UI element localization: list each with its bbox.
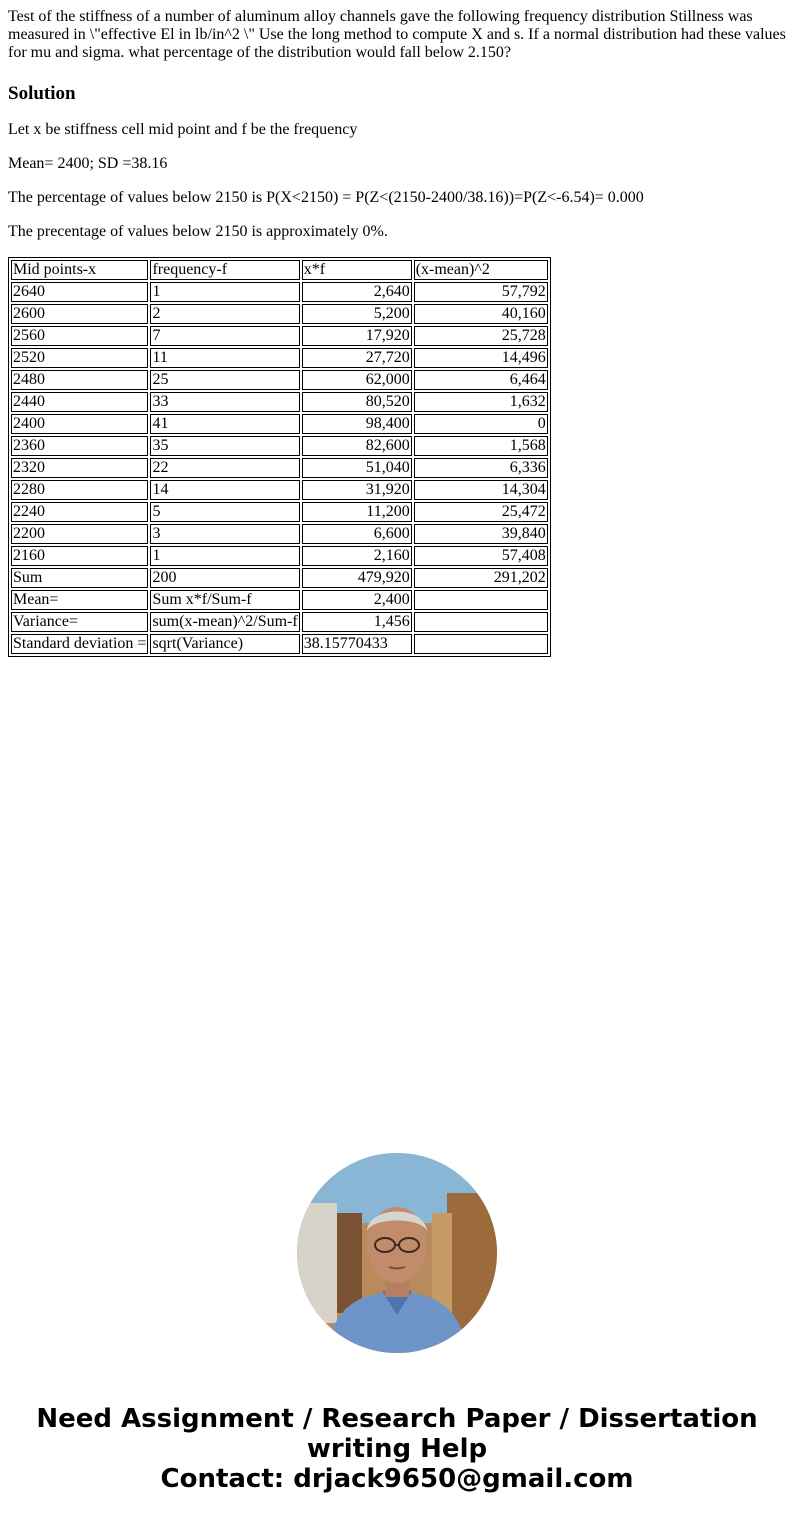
table-mean-row: [11, 590, 548, 610]
solution-paragraph: Let x be stiffness cell mid point and f be the frequency: [8, 121, 358, 138]
table-cell: x*f: [302, 260, 412, 280]
table-cell: 2200: [11, 524, 148, 544]
promo-line: writing Help: [306, 1434, 488, 1464]
table-row: [11, 436, 548, 456]
table-cell: 62,000: [302, 370, 412, 390]
table-cell: 291,202: [414, 568, 548, 588]
table-row: [11, 414, 548, 434]
table-cell: 2640: [11, 282, 148, 302]
table-cell: 1,568: [414, 436, 548, 456]
table-header-row: [11, 260, 548, 280]
table-cell: 2,160: [302, 546, 412, 566]
table-cell: 2400: [11, 414, 148, 434]
table-cell: Sum: [11, 568, 148, 588]
table-cell: 80,520: [302, 392, 412, 412]
table-cell: 17,920: [302, 326, 412, 346]
solution-paragraph: The percentage of values below 2150 is P(X<2150) = P(Z<(2150-2400/38.16))=P(Z<-6.54)= 0.000: [8, 189, 644, 206]
table-cell: 11,200: [302, 502, 412, 522]
table-cell: 57,792: [414, 282, 548, 302]
table-cell: Standard deviation =: [13, 635, 147, 652]
table-cell: 98,400: [302, 414, 412, 434]
table-cell: 6,336: [414, 458, 548, 478]
promo-banner: [0, 1404, 794, 1494]
table-cell: 6,464: [414, 370, 548, 390]
table-cell: 25,472: [414, 502, 548, 522]
table-cell: 57,408: [414, 546, 548, 566]
table-cell: 2240: [11, 502, 148, 522]
table-cell: 2440: [11, 392, 148, 412]
table-row: [11, 458, 548, 478]
table-cell: 5,200: [302, 304, 412, 324]
table-cell: 82,600: [302, 436, 412, 456]
table-row: [11, 304, 548, 324]
table-cell: 479,920: [302, 568, 412, 588]
promo-contact: Contact: drjack9650@gmail.com: [160, 1464, 634, 1494]
table-cell: [414, 634, 548, 654]
table-cell: 2280: [11, 480, 148, 500]
table-cell: 1,632: [414, 392, 548, 412]
document-body: [8, 8, 786, 657]
table-row: [11, 546, 548, 566]
calculation-table: [8, 257, 551, 657]
table-cell: 2520: [11, 348, 148, 368]
table-row: [11, 370, 548, 390]
table-cell: 31,920: [302, 480, 412, 500]
avatar-photo: [297, 1153, 497, 1353]
table-sd-row: [11, 634, 548, 654]
table-cell: Variance=: [11, 612, 148, 632]
table-row: [11, 348, 548, 368]
table-cell: Mean=: [11, 590, 148, 610]
table-cell: 1: [150, 282, 299, 302]
table-cell: 3: [150, 524, 299, 544]
table-cell: Mid points-x: [11, 260, 148, 280]
table-cell: 14,496: [414, 348, 548, 368]
table-cell: 2600: [11, 304, 148, 324]
table-cell: 1,456: [302, 612, 412, 632]
table-cell: 39,840: [414, 524, 548, 544]
table-cell: 33: [150, 392, 299, 412]
table-cell: 5: [150, 502, 299, 522]
table-cell: 2,640: [302, 282, 412, 302]
table-cell: [414, 590, 548, 610]
table-cell: Sum x*f/Sum-f: [150, 590, 299, 610]
table-cell: 2160: [11, 546, 148, 566]
table-cell: 11: [150, 348, 299, 368]
table-cell: 0: [414, 414, 548, 434]
table-row: [11, 282, 548, 302]
author-avatar: [297, 1153, 497, 1353]
table-row: [11, 392, 548, 412]
table-cell: 27,720: [302, 348, 412, 368]
table-variance-row: [11, 612, 548, 632]
solution-paragraph: The precentage of values below 2150 is approximately 0%.: [8, 223, 388, 240]
table-cell: [414, 612, 548, 632]
table-cell: 25,728: [414, 326, 548, 346]
table-cell: 40,160: [414, 304, 548, 324]
table-cell: 2320: [11, 458, 148, 478]
table-cell: 1: [150, 546, 299, 566]
solution-heading: Solution: [8, 83, 76, 104]
table-row: [11, 326, 548, 346]
solution-paragraph: Mean= 2400; SD =38.16: [8, 155, 168, 172]
table-sum-row: [11, 568, 548, 588]
table-cell: 14,304: [414, 480, 548, 500]
table-cell: 2360: [11, 436, 148, 456]
table-cell: 38.15770433: [302, 634, 412, 654]
table-row: [11, 480, 548, 500]
table-row: [11, 502, 548, 522]
table-cell: 41: [150, 414, 299, 434]
table-cell: 7: [150, 326, 299, 346]
table-cell: 2: [150, 304, 299, 324]
table-cell: 2480: [11, 370, 148, 390]
table-cell: 22: [150, 458, 299, 478]
table-cell: 25: [150, 370, 299, 390]
table-row: [11, 524, 548, 544]
table-cell: 2560: [11, 326, 148, 346]
table-cell: 6,600: [302, 524, 412, 544]
table-cell: 51,040: [302, 458, 412, 478]
table-cell: 35: [150, 436, 299, 456]
table-cell: frequency-f: [150, 260, 299, 280]
table-cell: sum(x-mean)^2/Sum-f: [152, 613, 298, 630]
promo-line: Need Assignment / Research Paper / Dissertation: [36, 1404, 758, 1434]
question-text: Test of the stiffness of a number of aluminum alloy channels gave the following frequency distribution Stillness was measured in \"effective El in lb/in^2 \" Use the long method to compute X and s. If a normal distribution had these values for mu and sigma. what percentage of the distribution would fall below 2.150?: [8, 8, 786, 61]
table-cell: 200: [150, 568, 299, 588]
table-cell: sqrt(Variance): [150, 634, 299, 654]
table-cell: 2,400: [302, 590, 412, 610]
table-cell: 14: [150, 480, 299, 500]
table-cell: (x-mean)^2: [414, 260, 548, 280]
